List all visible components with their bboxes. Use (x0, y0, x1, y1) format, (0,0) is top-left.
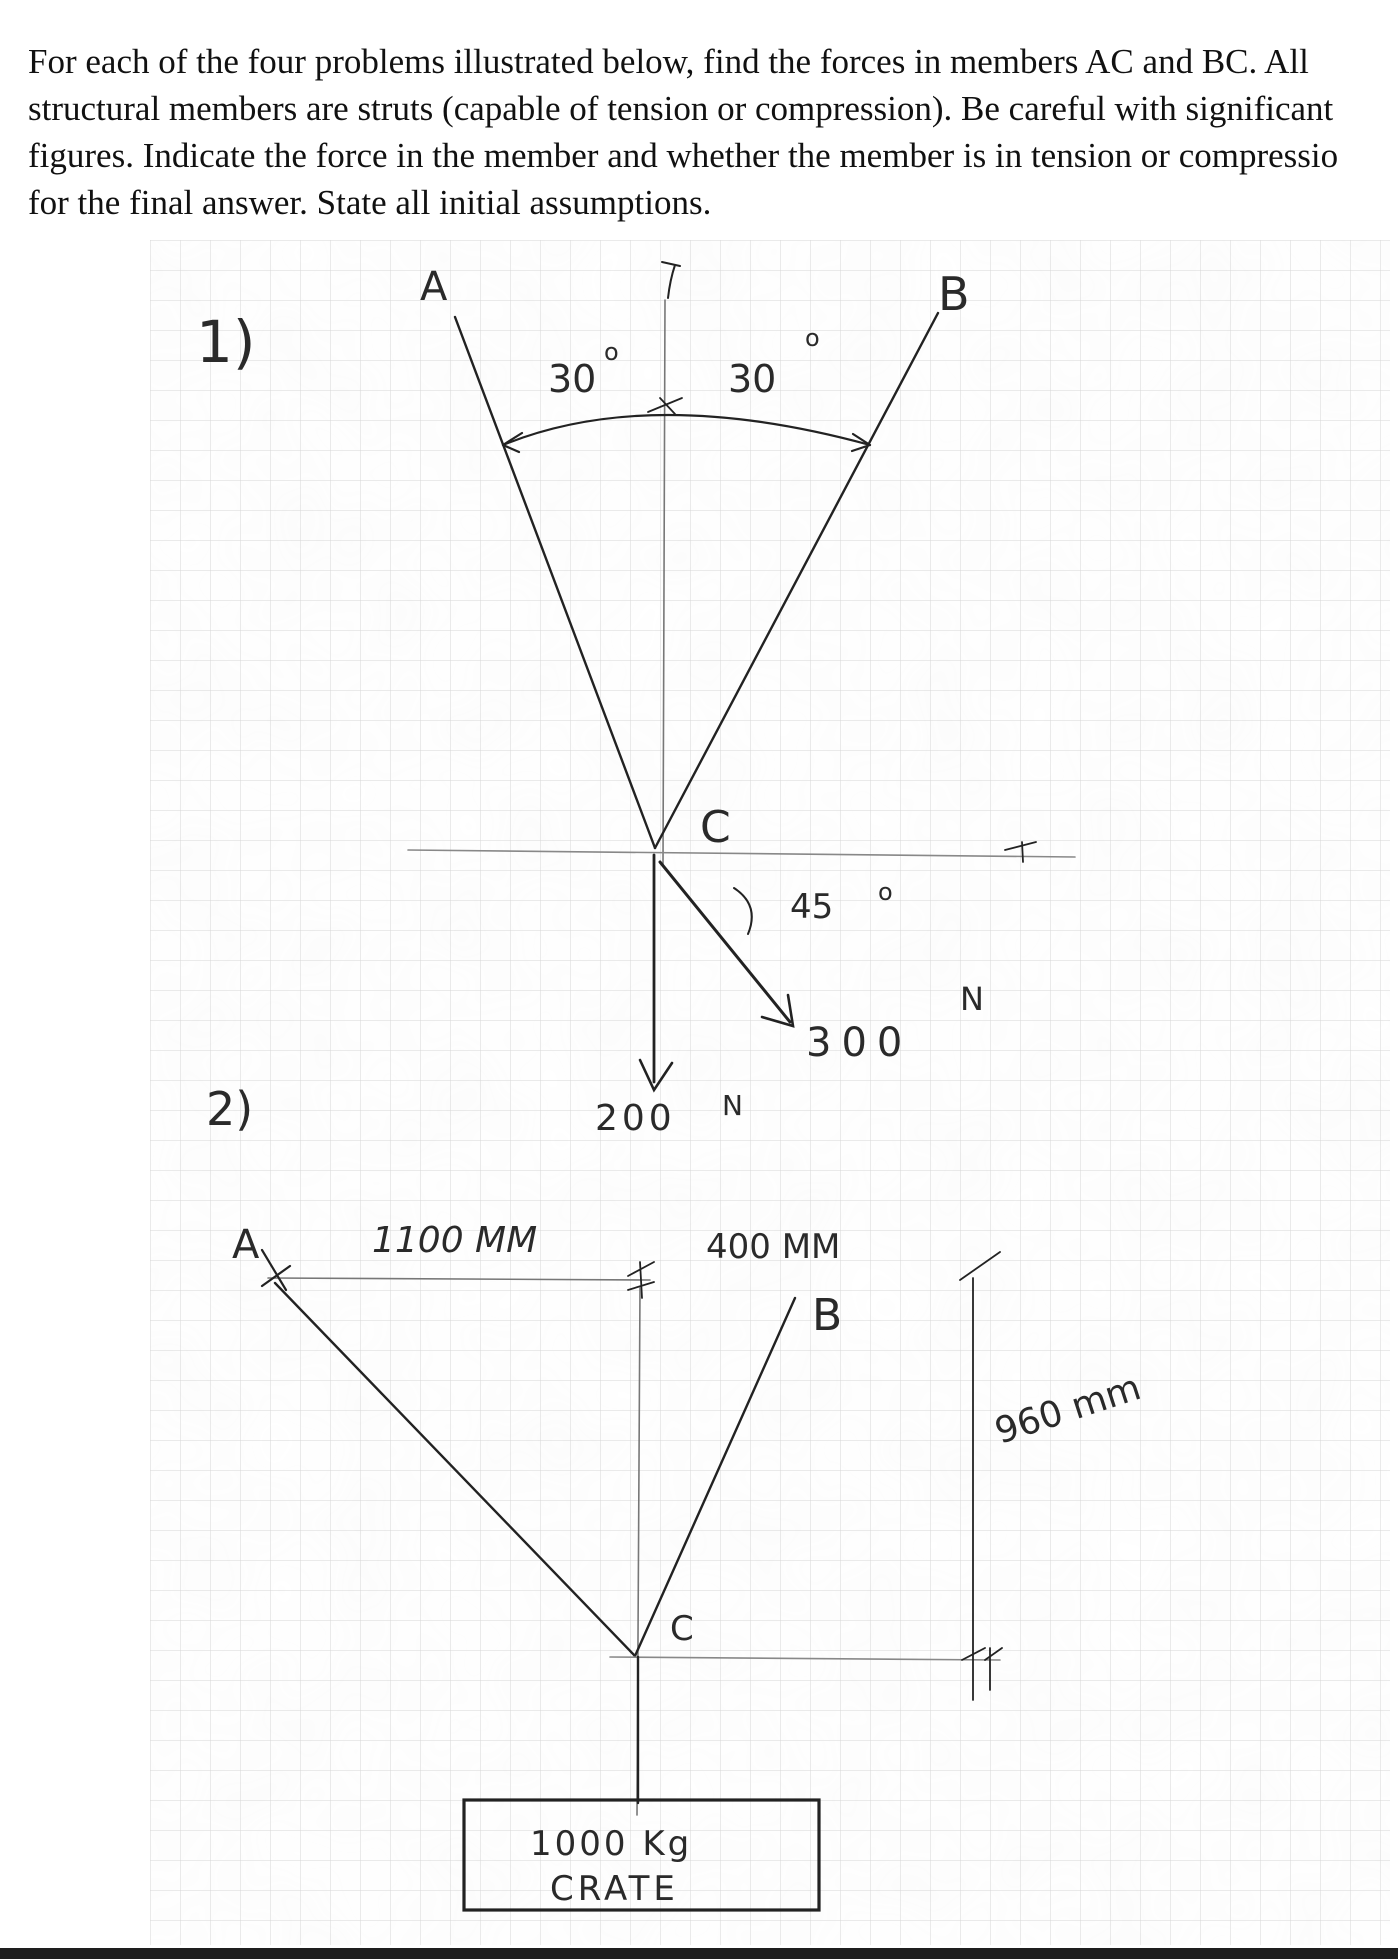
dimension-400-label: 400 MM (706, 1227, 841, 1267)
point-a-label-2: A (232, 1222, 260, 1268)
point-b-label-2: B (812, 1290, 843, 1341)
crate-label: CRATE (550, 1869, 679, 1909)
problem-1-number: 1) (196, 308, 256, 376)
instructions-line-3: figures. Indicate the force in the member and whether the member is in tension or compressio (28, 136, 1339, 175)
angle-45-label: 45 (790, 887, 834, 927)
point-a-label-1: A (420, 264, 448, 310)
problem-2-number: 2) (206, 1082, 254, 1136)
load-300-unit: N (960, 980, 984, 1018)
dimension-960-label: 960 mm (990, 1367, 1146, 1453)
dimension-1100-label: 1100 MM (372, 1220, 538, 1261)
load-200-unit: N (722, 1089, 743, 1122)
instructions-line-4: for the final answer. State all initial assumptions. (28, 183, 712, 222)
scan-bottom-edge (0, 1948, 1398, 1959)
point-c-label-1: C (700, 802, 731, 853)
paper-texture (150, 240, 1390, 1945)
angle-left-label: 30 (548, 357, 597, 401)
angle-left-degree-sign: o (604, 338, 619, 366)
load-200-label: 200 (595, 1098, 676, 1139)
angle-right-degree-sign: o (805, 324, 820, 352)
angle-right-label: 30 (728, 357, 777, 401)
instructions-line-1: For each of the four problems illustrated below, find the forces in members AC and BC. All (28, 42, 1309, 81)
point-c-label-2: C (670, 1609, 694, 1649)
instructions-line-2: structural members are struts (capable of tension or compression). Be careful with significant (28, 89, 1334, 128)
load-300-label: 300 (806, 1020, 913, 1066)
point-b-label-1: B (938, 267, 970, 321)
crate-mass-label: 1000 Kg (530, 1824, 693, 1864)
angle-45-degree-sign: o (878, 878, 893, 906)
